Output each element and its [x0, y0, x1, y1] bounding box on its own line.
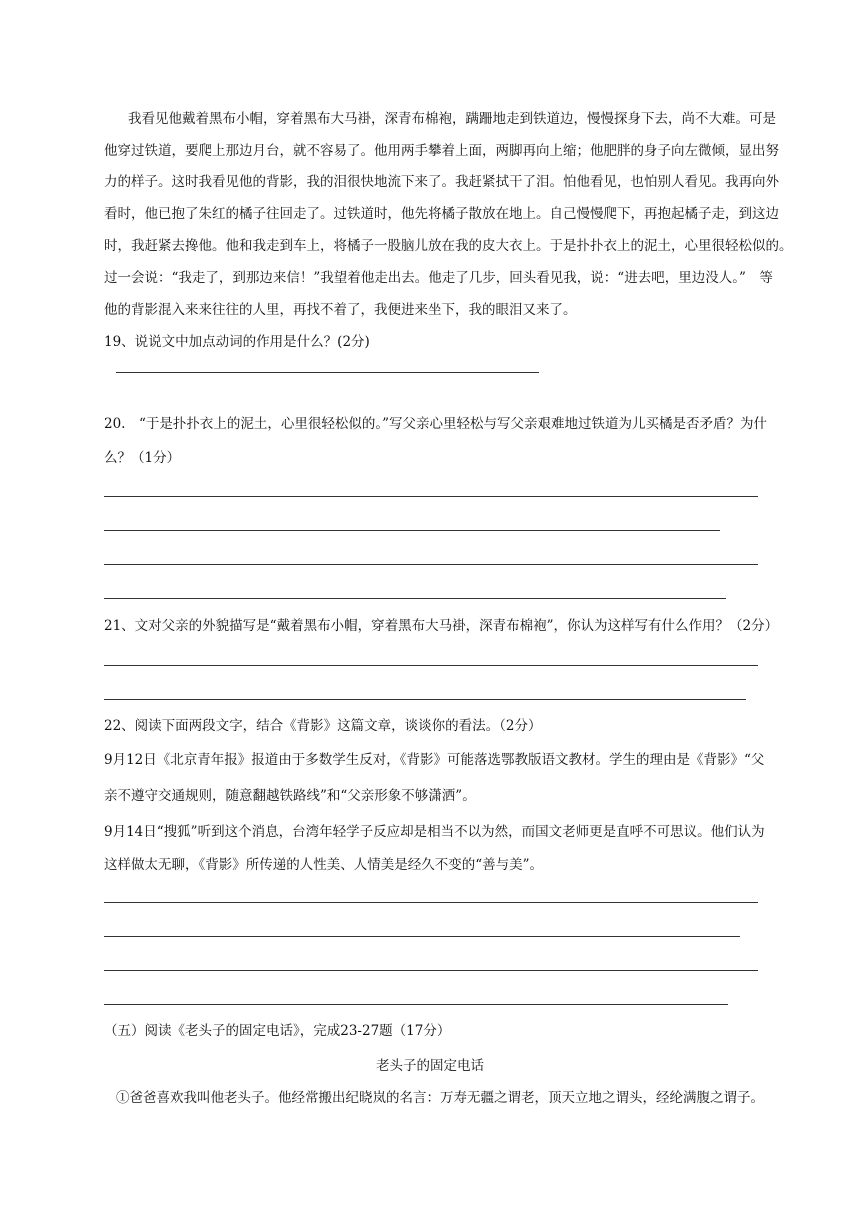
passage-line: 我看见他戴着黑布小帽，穿着黑布大马褂，深青布棉袍，蹒跚地走到铁道边，慢慢探身下去，尚不大难。可是 — [128, 111, 776, 127]
answer-line[interactable] — [104, 564, 758, 565]
question-20: 20. “于是扑扑衣上的泥土，心里很轻松似的。”写父亲心里轻松与写父亲艰难地过铁道为儿买橘是否矛盾？为什 — [104, 416, 768, 432]
answer-line[interactable] — [104, 902, 758, 903]
passage-line: 力的样子。这时我看见他的背影，我的泪很快地流下来了。我赶紧拭干了泪。怕他看见，也怕别人看见。我再向外 — [104, 174, 779, 190]
passage-line: 看时，他已抱了朱红的橘子往回走了。过铁道时，他先将橘子散放在地上。自己慢慢爬下，再抱起橘子走，到这边 — [104, 206, 779, 222]
answer-line[interactable] — [104, 699, 746, 700]
answer-line[interactable] — [104, 1004, 728, 1005]
q22-paragraph: 9月14日“搜狐”听到这个消息，台湾年轻学子反应却是相当不以为然，而国文老师更是直呼不可思议。他们认为 — [104, 824, 765, 840]
passage-line: 时，我赶紧去搀他。他和我走到车上，将橘子一股脑儿放在我的皮大衣上。于是扑扑衣上的泥土，心里很轻松似的。 — [104, 238, 793, 254]
answer-line[interactable] — [104, 530, 720, 531]
passage-line: 他的背影混入来来往往的人里，再找不着了，我便进来坐下，我的眼泪又来了。 — [104, 302, 577, 318]
q22-paragraph: 这样做太无聊，《背影》所传递的人性美、人情美是经久不变的“善与美”。 — [104, 857, 544, 873]
passage-line: 他穿过铁道，要爬上那边月台，就不容易了。他用两手攀着上面，两脚再向上缩；他肥胖的身子向左微倾，显出努 — [104, 143, 779, 159]
question-21: 21、文对父亲的外貌描写是“戴着黑布小帽，穿着黑布大马褂，深青布棉袍”，你认为这样写有什么作用？（2分） — [104, 618, 779, 634]
answer-line[interactable] — [104, 936, 740, 937]
section-header: （五）阅读《老头子的固定电话》，完成23-27题（17分） — [104, 1023, 451, 1039]
answer-line[interactable] — [104, 496, 758, 497]
answer-line[interactable] — [104, 970, 758, 971]
q22-paragraph: 亲不遵守交通规则，随意翻越铁路线”和“父亲形象不够潇洒”。 — [104, 788, 476, 804]
answer-line[interactable] — [104, 598, 726, 599]
answer-line[interactable] — [116, 372, 539, 373]
q22-paragraph: 9月12日《北京青年报》报道由于多数学生反对，《背影》可能落选鄂教版语文教材。学生的理由是《背影》“父 — [104, 752, 765, 768]
answer-line[interactable] — [104, 665, 758, 666]
passage-line: 过一会说：“我走了，到那边来信！”我望着他走出去。他走了几步，回头看见我，说：“进去吧，里边没人。” 等 — [104, 270, 773, 286]
question-22: 22、阅读下面两段文字，结合《背影》这篇文章，谈谈你的看法。（2分） — [104, 718, 542, 734]
question-19: 19、说说文中加点动词的作用是什么？(2分) — [104, 334, 370, 350]
article-title: 老头子的固定电话 — [376, 1058, 484, 1074]
question-20-cont: 么？（1分） — [104, 450, 181, 466]
article-paragraph: ①爸爸喜欢我叫他老头子。他经常搬出纪晓岚的名言：万寿无疆之谓老，顶天立地之谓头，经纶满腹之谓子。 — [116, 1090, 764, 1106]
